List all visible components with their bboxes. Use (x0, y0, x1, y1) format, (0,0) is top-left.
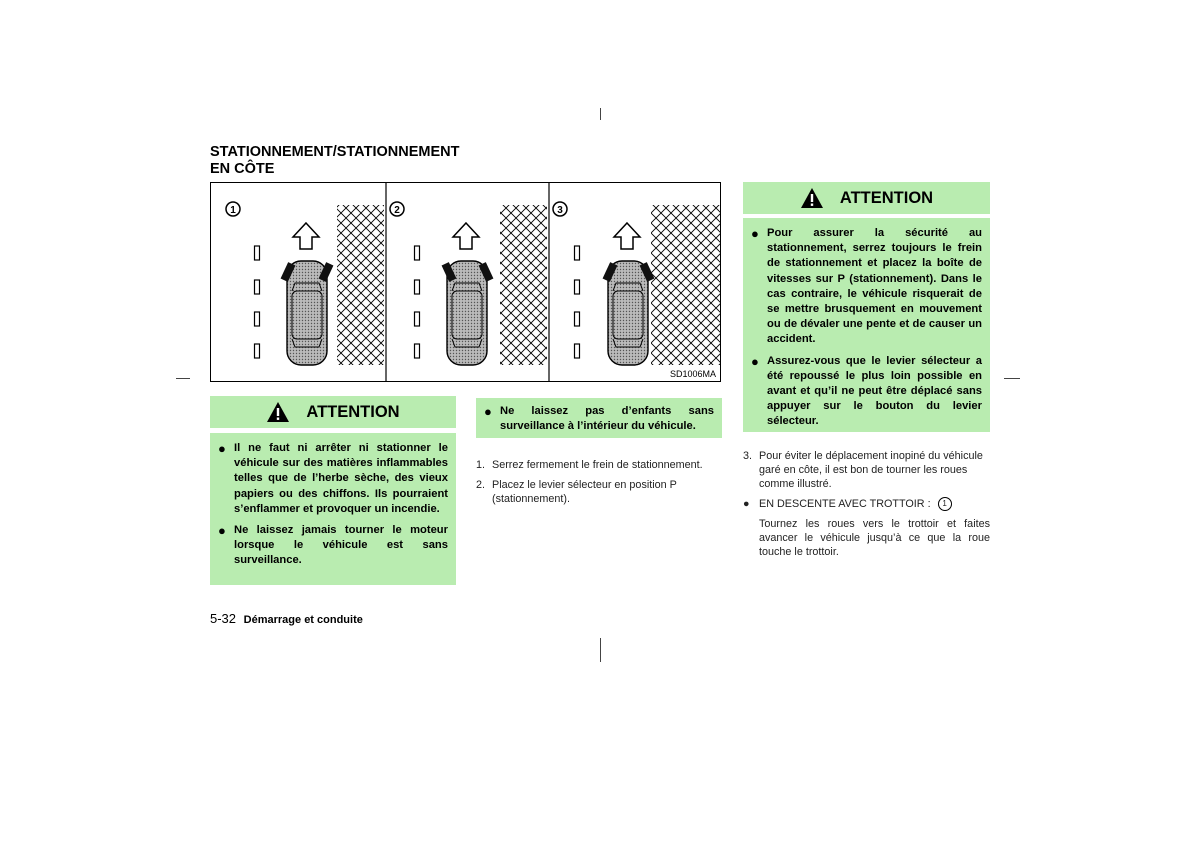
panel-label-2 (390, 202, 404, 216)
bullet-icon: ● (751, 353, 759, 369)
parking-diagram (211, 183, 721, 382)
right-column-text (743, 449, 990, 559)
list-item (751, 354, 982, 430)
page-number: 5-32 (210, 611, 237, 626)
list-item (751, 226, 982, 348)
step-text: Placez le levier sélecteur en position P (stationnement). (492, 479, 677, 505)
list-item (743, 449, 990, 491)
bullet-icon: ● (743, 498, 750, 510)
descent-label: EN DESCENTE AVEC TROTTOIR : (759, 498, 931, 510)
warning-right-body (743, 218, 990, 432)
warning-triangle-icon (266, 401, 290, 423)
bullet-icon: ● (218, 523, 226, 539)
steps-list (476, 458, 722, 512)
warning-left-item-2: Ne laissez jamais tourner le moteur lorsque le véhicule est sans surveillance. (234, 524, 448, 567)
page-title-line1: STATIONNEMENT/STATIONNEMENT (210, 144, 460, 160)
step-text: Pour éviter le déplacement inopiné du véhicule garé en côte, il est bon de tourner les roues comme illustré. (759, 450, 983, 490)
warning-triangle-icon (800, 187, 824, 209)
page-footer (210, 611, 363, 626)
list-item (218, 523, 448, 569)
figure-code: SD1006MA (669, 369, 716, 379)
warning-left-header (210, 396, 456, 428)
list-item (484, 404, 714, 434)
list-item (476, 478, 722, 506)
panel-2 (415, 205, 548, 365)
panel-label-3-text: 3 (557, 205, 563, 216)
bullet-icon: ● (484, 404, 492, 419)
step-text: Serrez fermement le frein de stationnement. (492, 459, 703, 471)
panel-1 (255, 205, 385, 365)
warning-right-item-2: Assurez-vous que le levier sélecteur a été repoussé le plus loin possible en avant et qu’il ne peut être déplacé sans appuyer sur le bouton du levier sélecteur. (767, 354, 982, 428)
panel-label-2-text: 2 (394, 205, 400, 216)
panel-label-1 (226, 202, 240, 216)
warning-middle-body (476, 398, 722, 438)
section-name: Démarrage et conduite (243, 614, 363, 626)
descent-circle-number: 1 (938, 497, 952, 511)
warning-left-item-1: Il ne faut ni arrêter ni stationner le véhicule sur des matières inflammables telles que de l’herbe sèche, des vieux papiers ou des chiffons. Ils pourraient s’enflammer et provoquer un incendie. (234, 442, 448, 515)
crop-mark-right (1004, 378, 1020, 379)
crop-mark-top (600, 108, 601, 120)
warning-middle-item-1: Ne laissez pas d’enfants sans surveillance à l’intérieur du véhicule. (500, 405, 714, 433)
descent-text: Tournez les roues vers le trottoir et faites avancer le véhicule jusqu’à ce que la roue touche le trottoir. (759, 518, 990, 559)
crop-mark-bottom (600, 638, 601, 662)
warning-right-header (743, 182, 990, 214)
bullet-icon: ● (751, 226, 759, 241)
crop-mark-left (176, 378, 190, 379)
page-title (210, 144, 510, 178)
panel-label-3 (553, 202, 567, 216)
warning-right-item-1: Pour assurer la sécurité au stationnement, serrez toujours le frein de stationnement et placez la boîte de vitesses sur P (stationnement). Dans le cas contraire, le véhicule risquerait de se mettre brusquement en mouvement ou de dévaler une pente et de causer un accident. (767, 227, 982, 346)
step-number: 3. (743, 450, 753, 462)
warning-left-body (210, 433, 456, 585)
warning-right-title: ATTENTION (839, 188, 934, 207)
panel-label-1-text: 1 (230, 205, 236, 216)
list-item (743, 497, 990, 511)
parking-illustration (210, 182, 721, 382)
panel-3 (575, 205, 722, 365)
list-item (476, 458, 722, 472)
warning-left-title: ATTENTION (306, 402, 400, 421)
step-number: 2. (476, 479, 486, 491)
list-item (218, 441, 448, 517)
descent-label-row (759, 497, 990, 511)
bullet-icon: ● (218, 441, 226, 456)
step-number: 1. (476, 459, 486, 471)
page-title-line2: EN CÔTE (210, 161, 275, 177)
